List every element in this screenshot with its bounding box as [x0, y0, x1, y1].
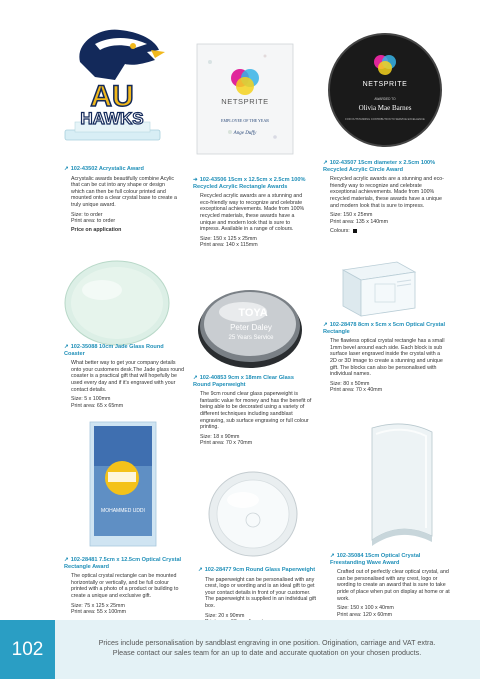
product-print-area: Print area: 135 x 140mm [330, 218, 388, 225]
arrow-icon: ↗ [64, 557, 69, 563]
product-crystal-rectangle [323, 322, 448, 394]
product-code: 102-35084 [336, 553, 364, 559]
product-title [64, 557, 186, 570]
colours-label: Colours: [330, 228, 350, 235]
footer-line-2: Please contact our sales team for an up to date and accurate quotation on your chosen products. [112, 647, 422, 657]
product-print-area: Print area: 70 x 40mm [330, 387, 383, 394]
product-name: 15cm diameter x 2.5cm 100% Recycled Acrylic Circle Award [323, 160, 436, 173]
product-description: Recycled acrylic awards are a stunning and eco-friendly way to recognize and celebrate exceptional achievements. Made from 100% recycled materials, these awards have a unique and modern look that is sure to impress. Available in a range of colours. [200, 193, 305, 233]
circle-award-reason: FOR OUTSTANDING CONTRIBUTION TO SERVICE EXCELLENCE [345, 118, 425, 121]
wave-award-image [362, 418, 442, 548]
product-crystal-rectangle-award [64, 557, 186, 616]
arrow-icon: ➜ [193, 177, 198, 183]
product-size: Size: 18 x 90mm [200, 433, 240, 440]
circle-award-image [325, 30, 445, 150]
footer-line-1: Prices include personalisation by sandblast engraving in one position. Origination, carriage and VAT extra. [98, 638, 436, 647]
product-description: Crafted out of perfectly clear optical crystal, and can be personalised with any crest, logo or wording to create an award that is sure to take pride of place when put on display at home or at work. [337, 569, 450, 602]
product-title [323, 322, 448, 335]
product-title [193, 375, 313, 388]
product-print-area: Print area: 140 x 115mm [200, 242, 258, 249]
product-acrystalic-award [64, 166, 179, 233]
circle-award-label: AWARDED TO [374, 97, 396, 101]
product-code: 102-43502 [70, 166, 98, 172]
product-title [193, 177, 311, 190]
product-print-area: Print area: 55 x 100mm [71, 609, 127, 616]
product-clear-paperweight [193, 375, 313, 447]
toya-name: Peter Daley [230, 323, 272, 332]
product-price: Price on application [71, 226, 122, 233]
product-print-area: Print area: 65 x 65mm [71, 402, 124, 409]
jade-coaster-image [62, 258, 172, 348]
recycled-award-name: Ange Duffy [233, 131, 257, 136]
recycled-rectangle-award-image [195, 42, 295, 157]
product-colours [330, 228, 448, 235]
product-code: 102-43507 [329, 160, 357, 166]
product-size: Size: 150 x 100 x 40mm [337, 605, 394, 612]
product-description: The paperweight can be personalised with any crest, logo or wording and is an ideal gift to get your contact details in front of your customer. The paperweight is supplied in an individual gift box. [205, 576, 317, 609]
award-text-au: AU [90, 80, 134, 113]
product-print-area: Print area: to order [71, 218, 116, 225]
product-name: 9cm x 18mm Clear Glass Round Paperweight [193, 375, 294, 388]
product-description: The 9cm round clear glass paperweight is fantastic value for money and has the benefit of being able to be decorated using a variety of different techniques including sandblast engraving, sub surface engraving or full colour printing. [200, 391, 312, 431]
product-code: 102-28481 [70, 557, 98, 563]
toya-service: 25 Years Service [228, 335, 274, 341]
product-code: 102-35088 [70, 344, 98, 350]
crystal-award-name: MOHAMMED UDDI [101, 508, 145, 514]
product-jade-coaster [64, 344, 186, 409]
arrow-icon: ↗ [330, 553, 335, 559]
crystal-rectangle-award-image [88, 420, 158, 548]
circle-award-name: Olivia Mae Barnes [358, 104, 412, 112]
arrow-icon: ↗ [323, 160, 328, 166]
product-print-area: Print area: 70 x 70mm [200, 440, 253, 447]
arrow-icon: ↗ [193, 375, 198, 381]
product-description: What better way to get your company details onto your customers desk.The Jade glass round coaster is a practical gift that will hopefully be used every day and if it's engraved with your contact details. [71, 360, 185, 393]
product-title [198, 567, 318, 574]
product-name: 15cm Optical Crystal Freestanding Wave Award [330, 553, 421, 566]
product-name: 8cm x 5cm x 5cm Optical Crystal Rectangle [323, 322, 446, 335]
toya-paperweight-image [195, 282, 305, 372]
product-title [64, 166, 179, 173]
award-text-hawks: HAWKS [80, 109, 144, 128]
product-size: Size: 150 x 125 x 25mm [200, 235, 257, 242]
product-code: 102-28477 [204, 567, 232, 573]
product-size: Size: 80 x 50mm [330, 380, 370, 387]
round-paperweight-image [207, 470, 299, 558]
product-title [64, 344, 186, 357]
product-recycled-rectangle [193, 177, 311, 249]
arrow-icon: ↗ [323, 322, 328, 328]
product-size: Size: 75 x 125 x 25mm [71, 602, 125, 609]
acrystalic-award-image [55, 22, 170, 152]
product-name: Acrystalic Award [98, 166, 144, 172]
product-title [330, 553, 452, 566]
product-description: Recycled acrylic awards are a stunning and eco-friendly way to recognize and celebrate exceptional achievements. Made from 100% recycled materials, these awards have a unique and modern look that is sure to impress. [330, 176, 444, 209]
product-code: 102-43506 [199, 177, 227, 183]
crystal-rectangle-image [335, 258, 420, 320]
product-name: 9cm Round Glass Paperweight [233, 567, 316, 573]
recycled-award-brand: NETSPRITE [221, 97, 269, 106]
product-round-paperweight [198, 567, 318, 626]
arrow-icon: ↗ [198, 567, 203, 573]
recycled-award-subtitle: EMPLOYEE OF THE YEAR [221, 118, 269, 123]
circle-award-brand: NETSPRITE [362, 81, 408, 88]
product-title [323, 160, 448, 173]
footer-note [62, 638, 472, 657]
product-wave-award [330, 553, 452, 618]
black-swatch [353, 229, 357, 233]
arrow-icon: ↗ [64, 344, 69, 350]
product-description: Acrystalic awards beautifully combine Acylic that can be cut into any shape or design which can then be full colour printed and mounted onto a clear crystal base to create a truly unique award. [71, 175, 177, 208]
product-name: 15cm x 12.5cm x 2.5cm 100% Recycled Acrylic Rectangle Awards [193, 177, 306, 190]
product-name: 7.5cm x 12.5cm Optical Crystal Rectangle Award [64, 557, 182, 570]
product-print-area: Print area: 120 x 60mm [337, 611, 393, 618]
product-size: Size: 150 x 25mm [330, 212, 373, 219]
product-code: 102-28478 [329, 322, 357, 328]
product-code: 102-40853 [199, 375, 227, 381]
product-size: Size: to order [71, 211, 103, 218]
product-description: The flawless optical crystal rectangle has a small 1mm bevel around each side. Each block is sub surface laser engraved inside the crystal with a 2D or 3D image to create a stunning and unique gift. The blocks can also be personalised with individual names. [330, 338, 445, 378]
product-description: The optical crystal rectangle can be mounted horizontally or vertically, and be full colour printed with a photo of a product or building to create a unique and exclusive gift. [71, 573, 179, 599]
page-number: 102 [0, 620, 55, 679]
product-size: Size: 5 x 100mm [71, 396, 111, 403]
product-size: Size: 20 x 90mm [205, 612, 245, 619]
product-recycled-circle [323, 160, 448, 235]
toya-logo: TOYA [238, 307, 268, 319]
arrow-icon: ↗ [64, 166, 69, 172]
product-name: 10cm Jade Glass Round Coaster [64, 344, 164, 357]
